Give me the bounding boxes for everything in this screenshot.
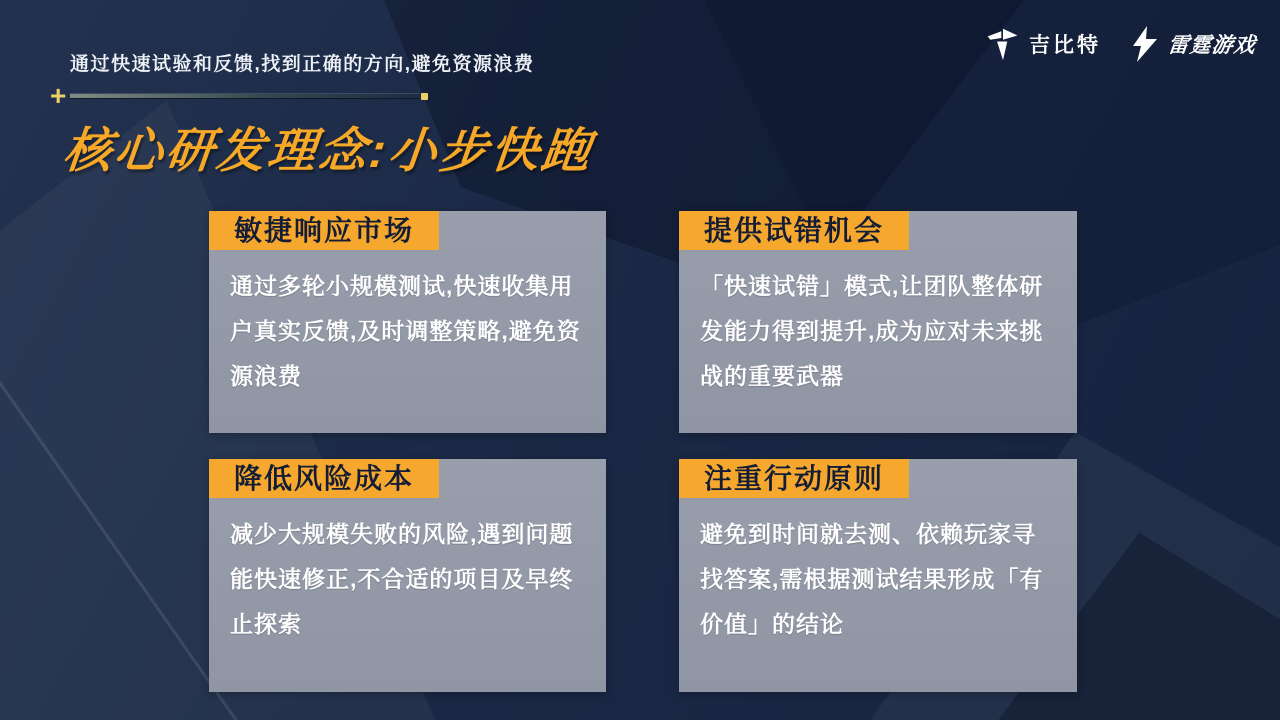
page-title: 核心研发理念:小步快跑 [60, 125, 596, 178]
card-body-text: 「快速试错」模式,让团队整体研发能力得到提升,成为应对未来挑战的重要武器 [700, 273, 1044, 389]
card-heading-badge: 提供试错机会 [679, 211, 909, 250]
card-reduce-risk [209, 459, 606, 692]
card-heading-badge: 降低风险成本 [209, 459, 439, 498]
card-body-text: 减少大规模失败的风险,遇到问题能快速修正,不合适的项目及早终止探索 [230, 521, 574, 637]
card-heading-badge: 注重行动原则 [679, 459, 909, 498]
logo-leiting [1131, 26, 1256, 62]
card-trial-opportunity [679, 211, 1077, 433]
lightning-icon [1131, 26, 1159, 62]
divider [50, 80, 428, 111]
slide-subtitle: 通过快速试验和反馈,找到正确的方向,避免资源浪费 [70, 54, 535, 75]
logo-bar [986, 26, 1256, 62]
gbits-figure-icon [986, 27, 1020, 61]
logo-gbits [986, 27, 1101, 61]
card-heading-badge: 敏捷响应市场 [209, 211, 439, 250]
card-body-text: 通过多轮小规模测试,快速收集用户真实反馈,及时调整策略,避免资源浪费 [230, 273, 581, 389]
divider-line [70, 94, 419, 98]
line-end-dot-icon [421, 93, 428, 100]
gbits-label: 吉比特 [1029, 34, 1101, 57]
card-action-principle [679, 459, 1077, 692]
card-agile-market [209, 211, 606, 433]
card-body-text: 避免到时间就去测、依赖玩家寻找答案,需根据测试结果形成「有价值」的结论 [700, 521, 1044, 637]
plus-icon: + [50, 80, 67, 111]
leiting-label: 雷霆游戏 [1166, 34, 1258, 57]
